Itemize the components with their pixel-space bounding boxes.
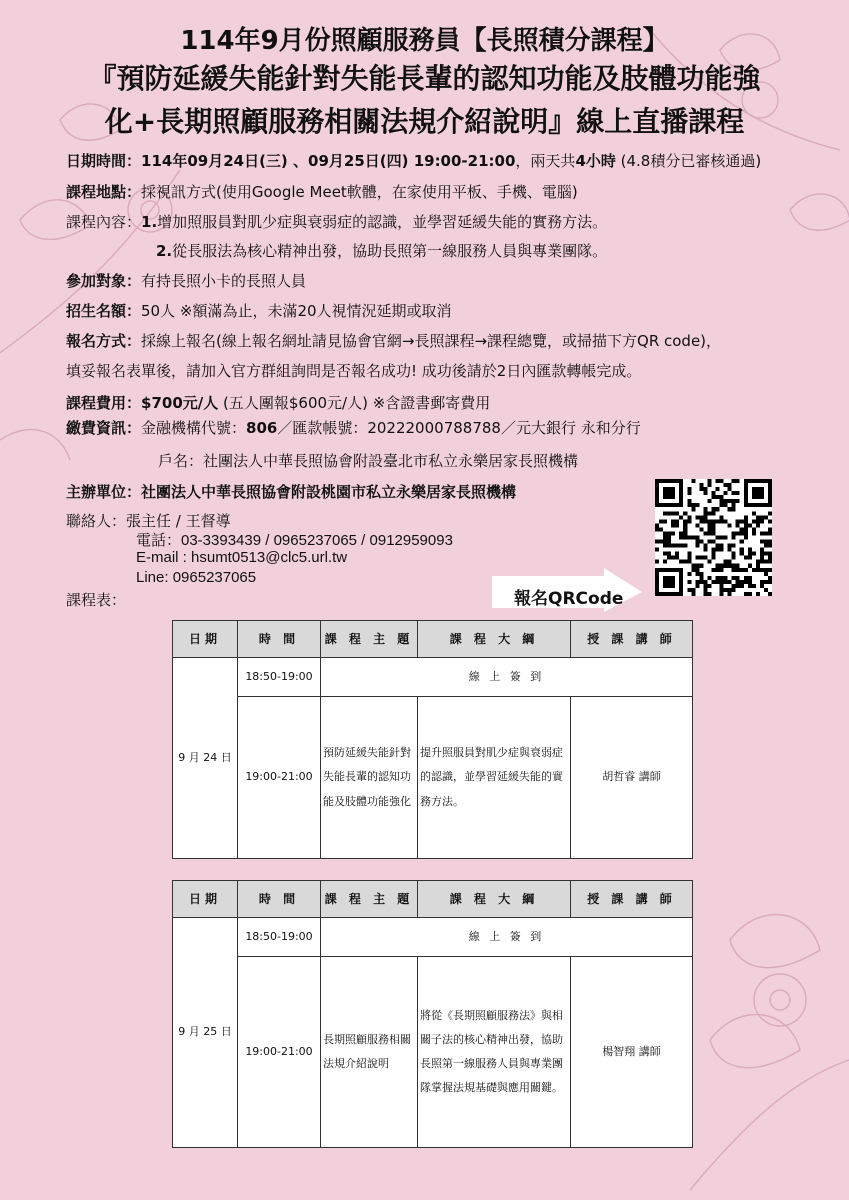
qr-callout bbox=[492, 568, 642, 612]
day2-checkin: 線 上 簽 到 bbox=[321, 918, 693, 957]
account-number: ／匯款帳號：20222000788788／元大銀行 永和分行 bbox=[277, 419, 641, 437]
quota-line bbox=[66, 300, 452, 321]
content-line-1 bbox=[66, 211, 607, 232]
day2-outline: 將從《長期照顧服務法》與相關子法的核心精神出發，協助長照第一線服務人員與專業團隊掌握法規基礎與應用關鍵。 bbox=[418, 957, 571, 1148]
contact-names: 張主任 / 王督導 bbox=[126, 512, 231, 530]
payment-label: 繳費資訊： bbox=[66, 419, 142, 437]
col-header-date: 日期 bbox=[173, 881, 238, 918]
contact-label: 聯絡人： bbox=[66, 512, 127, 530]
content-2-num: 2. bbox=[156, 242, 173, 260]
floral-decoration-bottom-right bbox=[690, 880, 849, 1200]
col-header-teacher: 授 課 講 師 bbox=[571, 881, 693, 918]
contact-line-id: Line: 0965237065 bbox=[136, 569, 257, 586]
day2-teacher: 楊智翔 講師 bbox=[571, 957, 693, 1148]
target-line bbox=[66, 270, 306, 291]
day2-date: 9 月 25 日 bbox=[173, 918, 238, 1148]
contact-phone: 電話：03-3393439 / 0965237065 / 0912959093 bbox=[136, 532, 453, 549]
col-header-time: 時 間 bbox=[238, 881, 321, 918]
fee-label: 課程費用： bbox=[66, 394, 142, 412]
host-line bbox=[66, 481, 516, 502]
payment-line bbox=[66, 417, 641, 438]
qr-callout-label: 報名QRCode bbox=[514, 589, 624, 609]
bank-code-label: 金融機構代號： bbox=[141, 419, 247, 437]
account-name: 戶名：社團法人中華長照協會附設臺北市私立永樂居家長照機構 bbox=[158, 452, 579, 470]
schedule-label: 課程表： bbox=[66, 591, 127, 609]
day1-topic: 預防延緩失能針對失能長輩的認知功能及肢體功能強化 bbox=[321, 697, 418, 859]
register-label: 報名方式： bbox=[66, 332, 142, 350]
host-label: 主辦單位： bbox=[66, 483, 142, 501]
date-hours: 4小時 bbox=[575, 152, 616, 170]
register-line bbox=[66, 330, 721, 351]
day1-checkin: 線 上 簽 到 bbox=[321, 658, 693, 697]
host-value: 社團法人中華長照協會附設桃園市私立永樂居家長照機構 bbox=[141, 483, 517, 501]
date-value: 114年09月24日(三) 、09月25日(四) 19:00-21:00 bbox=[141, 152, 516, 170]
day1-teacher: 胡哲睿 講師 bbox=[571, 697, 693, 859]
fee-note: (五人團報$600元/人) ※含證書郵寄費用 bbox=[218, 394, 491, 412]
content-label: 課程內容： bbox=[66, 213, 142, 231]
fee-value: $700元/人 bbox=[141, 394, 219, 412]
content-line-2 bbox=[156, 240, 607, 261]
place-line bbox=[66, 181, 578, 202]
registration-qr-code[interactable] bbox=[655, 479, 772, 596]
schedule-table-day2 bbox=[172, 880, 693, 1148]
contact-line bbox=[66, 510, 231, 531]
col-header-time: 時 間 bbox=[238, 621, 321, 658]
col-header-teacher: 授 課 講 師 bbox=[571, 621, 693, 658]
target-value: 有持長照小卡的長照人員 bbox=[141, 272, 307, 290]
contact-email: E-mail : hsumt0513@clc5.url.tw bbox=[136, 549, 348, 566]
day1-date: 9 月 24 日 bbox=[173, 658, 238, 859]
day2-topic: 長期照顧服務相關法規介紹說明 bbox=[321, 957, 418, 1148]
qr-code-pattern bbox=[655, 479, 772, 596]
col-header-outline: 課 程 大 綱 bbox=[418, 881, 571, 918]
page-title: 114年9月份照顧服務員【長照積分課程】 bbox=[180, 26, 669, 56]
col-header-topic: 課 程 主 題 bbox=[321, 881, 418, 918]
day2-checkin-time: 18:50-19:00 bbox=[238, 918, 321, 957]
date-label: 日期時間： bbox=[66, 152, 142, 170]
day1-checkin-time: 18:50-19:00 bbox=[238, 658, 321, 697]
content-2: 從長服法為核心精神出發，協助長照第一線服務人員與專業團隊。 bbox=[172, 242, 608, 260]
target-label: 參加對象： bbox=[66, 272, 142, 290]
quota-label: 招生名額： bbox=[66, 302, 142, 320]
course-title-line1: 『預防延緩失能針對失能長輩的認知功能及肢體功能強 bbox=[88, 62, 761, 95]
place-label: 課程地點： bbox=[66, 183, 142, 201]
date-note: ，兩天共 bbox=[515, 152, 576, 170]
register-value: 採線上報名(線上報名網址請見協會官網→長照課程→課程總覽，或掃描下方QR code)， bbox=[141, 332, 722, 350]
col-header-topic: 課 程 主 題 bbox=[321, 621, 418, 658]
register-line-2: 填妥報名表單後，請加入官方群組詢問是否報名成功! 成功後請於2日內匯款轉帳完成。 bbox=[66, 362, 642, 380]
date-credit: (4.8積分已審核通過) bbox=[615, 152, 762, 170]
quota-value: 50人 ※額滿為止，未滿20人視情況延期或取消 bbox=[141, 302, 452, 320]
place-value: 採視訊方式(使用Google Meet軟體，在家使用平板、手機、電腦) bbox=[141, 183, 578, 201]
day2-time: 19:00-21:00 bbox=[238, 957, 321, 1148]
content-1: 增加照服員對肌少症與衰弱症的認識，並學習延緩失能的實務方法。 bbox=[157, 213, 608, 231]
schedule-table-day1 bbox=[172, 620, 693, 859]
content-1-num: 1. bbox=[141, 213, 158, 231]
bank-code: 806 bbox=[246, 419, 278, 437]
course-title-line2: 化+長期照顧服務相關法規介紹說明』線上直播課程 bbox=[104, 105, 745, 138]
col-header-date: 日期 bbox=[173, 621, 238, 658]
day1-time: 19:00-21:00 bbox=[238, 697, 321, 859]
fee-line bbox=[66, 392, 490, 413]
date-line bbox=[66, 150, 761, 171]
col-header-outline: 課 程 大 綱 bbox=[418, 621, 571, 658]
day1-outline: 提升照服員對肌少症與衰弱症的認識，並學習延緩失能的實務方法。 bbox=[418, 697, 571, 859]
